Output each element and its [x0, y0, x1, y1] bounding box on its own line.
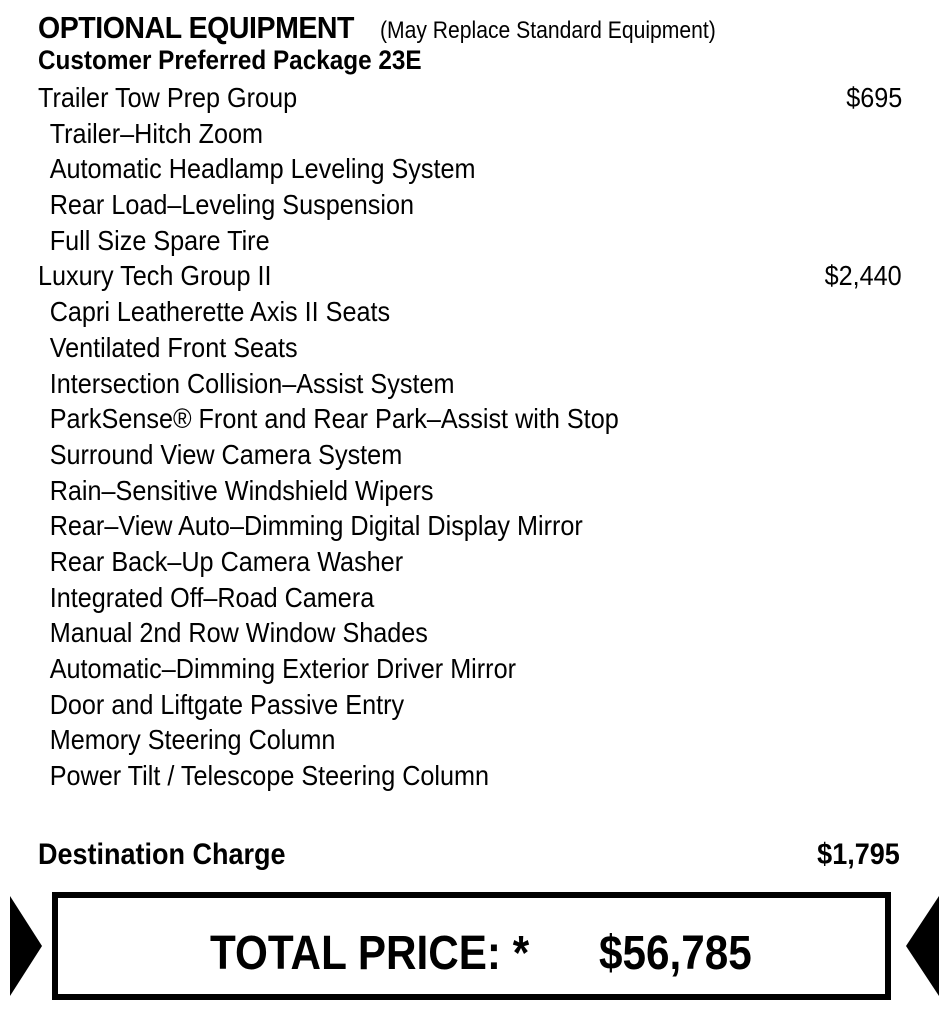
destination-charge-row — [38, 838, 900, 878]
destination-label: Destination Charge — [38, 838, 286, 871]
arrow-left-pointer-icon — [906, 896, 939, 996]
list-item: Surround View Camera System — [49, 438, 403, 470]
group-price: $2,440 — [824, 260, 902, 292]
list-item: Intersection Collision–Assist System — [49, 367, 455, 399]
package-title: Customer Preferred Package 23E — [38, 45, 422, 75]
list-item: Full Size Spare Tire — [49, 224, 270, 256]
list-item: Integrated Off–Road Camera — [49, 581, 375, 613]
list-item: Ventilated Front Seats — [49, 331, 298, 363]
group-name: Trailer Tow Prep Group — [38, 82, 298, 113]
section-note: (May Replace Standard Equipment) — [379, 17, 716, 44]
total-label: TOTAL PRICE: * — [210, 927, 530, 980]
total-price-box — [52, 892, 891, 1000]
list-item: ParkSense® Front and Rear Park–Assist with Stop — [49, 403, 619, 435]
group-price: $695 — [845, 82, 902, 113]
group-row-trailer-tow — [38, 80, 902, 116]
section-title: OPTIONAL EQUIPMENT — [38, 10, 355, 45]
list-item: Memory Steering Column — [49, 724, 336, 756]
equipment-list — [38, 80, 902, 794]
total-value: $56,785 — [599, 927, 752, 980]
list-item: Rear Back–Up Camera Washer — [49, 545, 404, 577]
list-item: Rear–View Auto–Dimming Digital Display Mirror — [49, 510, 583, 542]
list-item: Door and Liftgate Passive Entry — [49, 688, 405, 720]
group-row-luxury-tech — [38, 258, 902, 294]
destination-price: $1,795 — [817, 838, 900, 871]
list-item: Manual 2nd Row Window Shades — [49, 617, 428, 649]
list-item: Rear Load–Leveling Suspension — [49, 189, 414, 221]
arrow-right-pointer-icon — [10, 896, 42, 996]
list-item: Automatic–Dimming Exterior Driver Mirror — [49, 653, 516, 684]
list-item: Power Tilt / Telescope Steering Column — [49, 760, 490, 792]
list-item: Rain–Sensitive Windshield Wipers — [49, 474, 434, 506]
list-item: Automatic Headlamp Leveling System — [49, 153, 476, 185]
list-item: Capri Leatherette Axis II Seats — [49, 296, 391, 328]
list-item: Trailer–Hitch Zoom — [49, 117, 264, 149]
group-name: Luxury Tech Group II — [38, 260, 272, 292]
section-header — [38, 10, 762, 46]
